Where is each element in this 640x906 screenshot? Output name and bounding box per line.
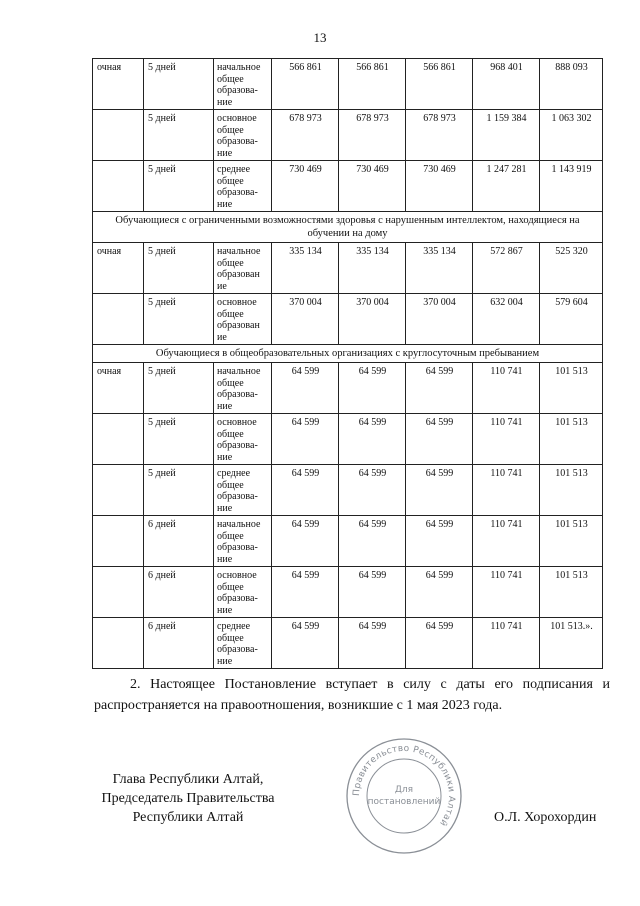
seal-inner-ring	[367, 759, 441, 833]
value-cell: 730 469	[339, 161, 406, 212]
value-cell: 64 599	[272, 414, 339, 465]
form-cell: очная	[93, 59, 144, 110]
education-level-cell: среднее общее образова- ние	[214, 618, 272, 669]
value-cell: 64 599	[339, 414, 406, 465]
education-level-cell: среднее общее образова- ние	[214, 161, 272, 212]
form-cell	[93, 465, 144, 516]
clause-2-paragraph: 2. Настоящее Постановление вступает в силу с даты его подписания и распространяется на правоотношения, возникшие с 1 мая 2023 года.	[94, 677, 610, 713]
value-cell: 64 599	[339, 516, 406, 567]
days-cell: 5 дней	[144, 414, 214, 465]
value-cell: 370 004	[339, 294, 406, 345]
section-header: Обучающиеся с ограниченными возможностями здоровья с нарушенным интеллектом, находящиеся на обучении на дому	[93, 212, 603, 243]
value-cell: 335 134	[272, 243, 339, 294]
value-cell: 64 599	[406, 516, 473, 567]
value-cell: 64 599	[272, 363, 339, 414]
education-level-cell: среднее общее образова- ние	[214, 465, 272, 516]
value-cell: 678 973	[406, 110, 473, 161]
table-row	[93, 110, 603, 161]
table-row	[93, 516, 603, 567]
education-level-cell: начальное общее образова- ние	[214, 59, 272, 110]
value-cell: 968 401	[473, 59, 540, 110]
value-cell: 566 861	[272, 59, 339, 110]
table-row	[93, 294, 603, 345]
value-cell: 1 247 281	[473, 161, 540, 212]
signatory-position-line: Глава Республики Алтай,	[112, 772, 264, 787]
days-cell: 5 дней	[144, 363, 214, 414]
education-level-cell: основное общее образова- ние	[214, 567, 272, 618]
signatory-position-line: Председатель Правительства	[101, 791, 275, 806]
table-row	[93, 363, 603, 414]
value-cell: 101 513	[540, 567, 603, 618]
value-cell: 110 741	[473, 465, 540, 516]
form-cell	[93, 516, 144, 567]
value-cell: 730 469	[272, 161, 339, 212]
value-cell: 64 599	[272, 516, 339, 567]
days-cell: 6 дней	[144, 516, 214, 567]
value-cell: 566 861	[406, 59, 473, 110]
table-row	[93, 465, 603, 516]
value-cell: 566 861	[339, 59, 406, 110]
signatory-position	[92, 770, 284, 827]
table-row	[93, 414, 603, 465]
value-cell: 101 513	[540, 465, 603, 516]
value-cell: 101 513	[540, 414, 603, 465]
value-cell: 64 599	[339, 567, 406, 618]
value-cell: 64 599	[272, 567, 339, 618]
education-level-cell: начальное общее образова- ние	[214, 516, 272, 567]
form-cell	[93, 567, 144, 618]
education-level-cell: основное общее образова- ние	[214, 110, 272, 161]
days-cell: 5 дней	[144, 110, 214, 161]
value-cell: 64 599	[272, 618, 339, 669]
value-cell: 101 513	[540, 516, 603, 567]
value-cell: 64 599	[406, 618, 473, 669]
form-cell: очная	[93, 243, 144, 294]
form-cell	[93, 414, 144, 465]
table-row	[93, 59, 603, 110]
section-header: Обучающиеся в общеобразовательных организациях с круглосуточным пребыванием	[93, 345, 603, 363]
page-number: 13	[313, 30, 327, 45]
value-cell: 64 599	[406, 363, 473, 414]
value-cell: 678 973	[272, 110, 339, 161]
value-cell: 1 063 302	[540, 110, 603, 161]
education-level-cell: начальное общее образован ие	[214, 243, 272, 294]
value-cell: 370 004	[406, 294, 473, 345]
value-cell: 110 741	[473, 618, 540, 669]
form-cell	[93, 110, 144, 161]
value-cell: 525 320	[540, 243, 603, 294]
value-cell: 110 741	[473, 567, 540, 618]
form-cell: очная	[93, 363, 144, 414]
cost-table	[92, 58, 603, 669]
education-level-cell: начальное общее образова- ние	[214, 363, 272, 414]
value-cell: 632 004	[473, 294, 540, 345]
value-cell: 335 134	[406, 243, 473, 294]
seal-center-line: Для	[394, 785, 414, 795]
days-cell: 6 дней	[144, 567, 214, 618]
seal-ring-text: Правительство Республики Алтай	[351, 743, 457, 828]
days-cell: 5 дней	[144, 465, 214, 516]
table-row	[93, 243, 603, 294]
table-row	[93, 618, 603, 669]
education-level-cell: основное общее образова- ние	[214, 414, 272, 465]
seal-center-line: постановлений	[367, 797, 441, 807]
days-cell: 5 дней	[144, 161, 214, 212]
value-cell: 110 741	[473, 414, 540, 465]
value-cell: 64 599	[339, 618, 406, 669]
value-cell: 678 973	[339, 110, 406, 161]
section-header-row	[93, 345, 603, 363]
value-cell: 370 004	[272, 294, 339, 345]
value-cell: 572 867	[473, 243, 540, 294]
value-cell: 64 599	[406, 567, 473, 618]
form-cell	[93, 161, 144, 212]
official-seal-stamp	[345, 737, 463, 855]
days-cell: 5 дней	[144, 59, 214, 110]
days-cell: 5 дней	[144, 294, 214, 345]
days-cell: 5 дней	[144, 243, 214, 294]
signatory-position-line: Республики Алтай	[132, 810, 244, 825]
table-row	[93, 161, 603, 212]
value-cell: 110 741	[473, 516, 540, 567]
section-header-row	[93, 212, 603, 243]
value-cell: 335 134	[339, 243, 406, 294]
value-cell: 64 599	[406, 465, 473, 516]
value-cell: 101 513.».	[540, 618, 603, 669]
value-cell: 64 599	[272, 465, 339, 516]
value-cell: 101 513	[540, 363, 603, 414]
value-cell: 730 469	[406, 161, 473, 212]
table-row	[93, 567, 603, 618]
value-cell: 64 599	[339, 465, 406, 516]
value-cell: 64 599	[339, 363, 406, 414]
value-cell: 1 143 919	[540, 161, 603, 212]
value-cell: 64 599	[406, 414, 473, 465]
value-cell: 579 604	[540, 294, 603, 345]
signatory-name: О.Л. Хорохордин	[494, 810, 597, 825]
education-level-cell: основное общее образован ие	[214, 294, 272, 345]
form-cell	[93, 294, 144, 345]
value-cell: 110 741	[473, 363, 540, 414]
value-cell: 888 093	[540, 59, 603, 110]
value-cell: 1 159 384	[473, 110, 540, 161]
seal-outer-ring	[347, 739, 461, 853]
days-cell: 6 дней	[144, 618, 214, 669]
form-cell	[93, 618, 144, 669]
